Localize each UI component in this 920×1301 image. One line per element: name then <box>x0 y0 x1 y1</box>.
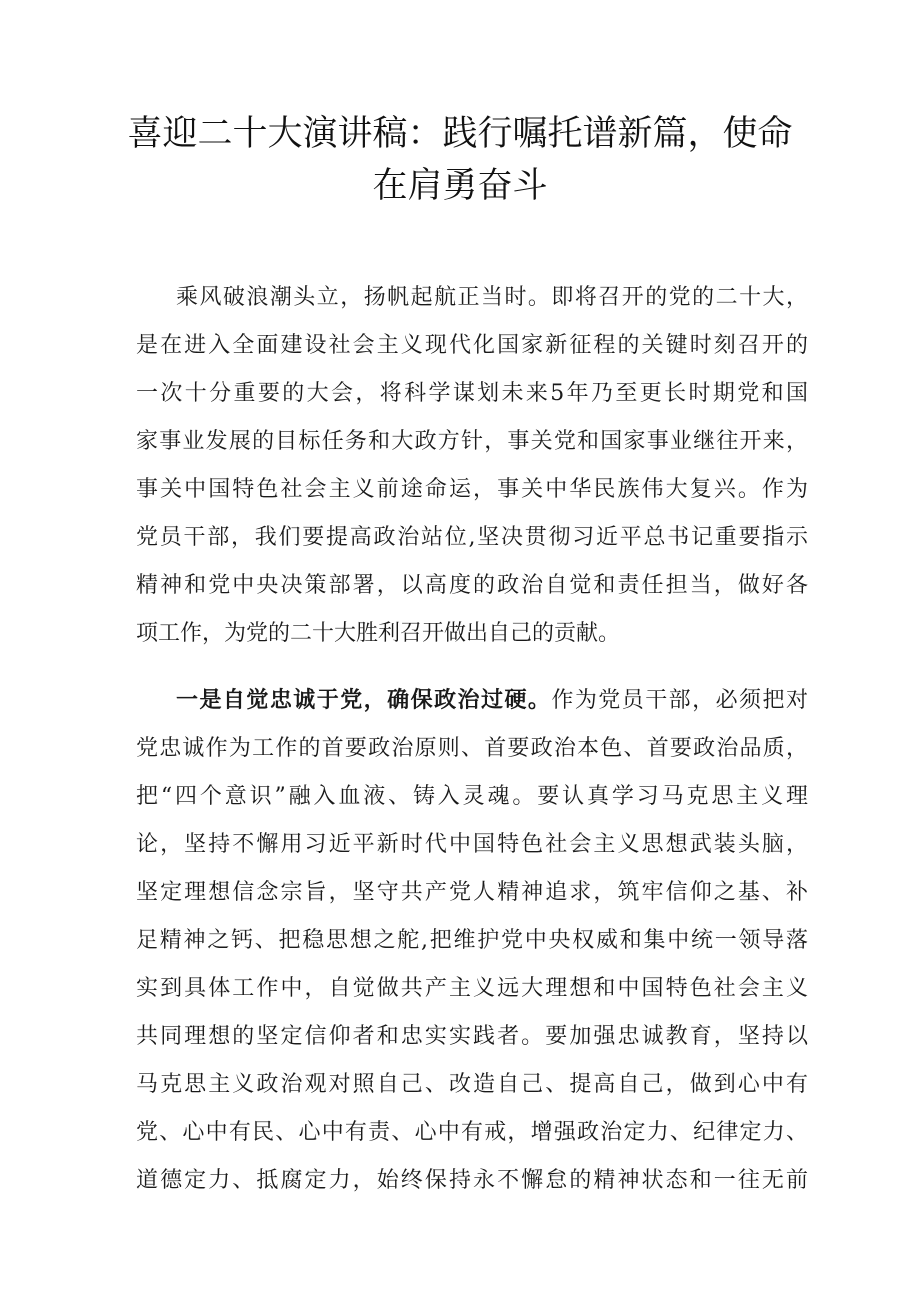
paragraph-line: 精神和党中央决策部署，以高度的政治自觉和责任担当，做好各 <box>136 573 808 598</box>
paragraph-line: 党员干部，我们要提高政治站位,坚决贯彻习近平总书记重要指示 <box>136 525 808 550</box>
paragraph-line: 实到具体工作中，自觉做共产主义远大理想和中国特色社会主义 <box>136 976 808 1001</box>
paragraph-text: 作为党员干部，必须把对 <box>551 688 808 713</box>
paragraph-line: 足精神之钙、把稳思想之舵,把维护党中央权威和集中统一领导落 <box>136 928 808 953</box>
paragraph-line: 项工作，为党的二十大胜利召开做出自己的贡献。 <box>136 621 621 646</box>
paragraph-line: 马克思主义政治观对照自己、改造自己、提高自己，做到心中有 <box>136 1072 808 1097</box>
paragraph-line <box>176 677 808 725</box>
paragraph-line: 一次十分重要的大会，将科学谋划未来5年乃至更长时期党和国 <box>136 381 808 406</box>
paragraph-line: 党、心中有民、心中有责、心中有戒，增强政治定力、纪律定力、 <box>136 1120 808 1145</box>
paragraph-line: 事关中国特色社会主义前途命运，事关中华民族伟大复兴。作为 <box>136 477 808 502</box>
paragraph-line: 道德定力、抵腐定力，始终保持永不懈怠的精神状态和一往无前 <box>136 1168 808 1193</box>
paragraph-line: 党忠诚作为工作的首要政治原则、首要政治本色、首要政治品质， <box>136 736 808 761</box>
paragraph-line: 是在进入全面建设社会主义现代化国家新征程的关键时刻召开的 <box>136 333 808 358</box>
paragraph-line: 共同理想的坚定信仰者和忠实实践者。要加强忠诚教育，坚持以 <box>136 1024 808 1049</box>
title-line-1: 喜迎二十大演讲稿：践行嘱托谱新篇，使命 <box>127 114 793 154</box>
paragraph-line: 坚定理想信念宗旨，坚守共产党人精神追求，筑牢信仰之基、补 <box>136 880 808 905</box>
paragraph-line: 乘风破浪潮头立，扬帆起航正当时。即将召开的党的二十大， <box>176 285 808 310</box>
paragraph-line: 论，坚持不懈用习近平新时代中国特色社会主义思想武装头脑， <box>136 832 808 857</box>
paragraph-line: 家事业发展的目标任务和大政方针，事关党和国家事业继往开来， <box>136 429 808 454</box>
title-line-2: 在肩勇奋斗 <box>372 166 548 206</box>
document-title <box>60 108 860 212</box>
paragraph-heading: 一是自觉忠诚于党，确保政治过硬。 <box>176 688 552 713</box>
paragraph-line: 把“四个意识”融入血液、铸入灵魂。要认真学习马克思主义理 <box>136 784 808 809</box>
